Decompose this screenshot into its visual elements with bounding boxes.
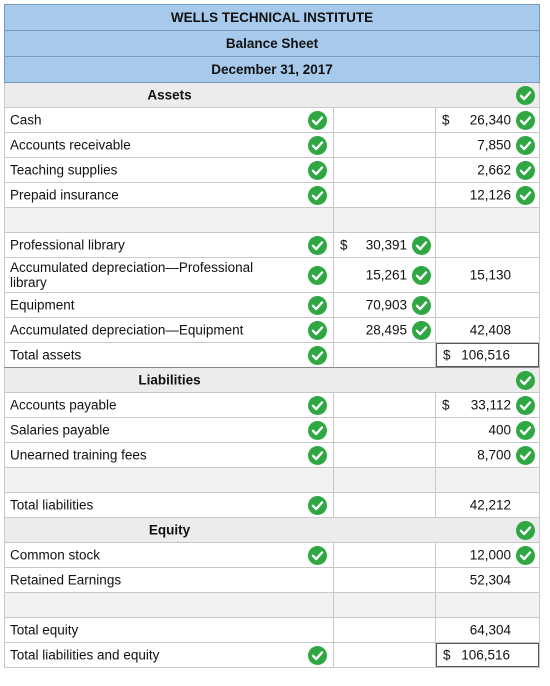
amount-field[interactable]: 33,112	[470, 397, 511, 413]
row-label: Total assets	[10, 347, 82, 363]
row-cash	[4, 108, 540, 133]
row-accum-dep-library	[4, 258, 540, 293]
check-icon	[412, 296, 431, 315]
row-common-stock	[4, 543, 540, 568]
statement-title: Balance Sheet	[4, 31, 540, 57]
check-icon	[516, 186, 535, 205]
check-icon	[308, 236, 327, 255]
amount-field[interactable]: 2,662	[477, 162, 511, 178]
balance-sheet	[4, 4, 540, 668]
row-prepaid-insurance	[4, 183, 540, 208]
check-icon	[516, 111, 535, 130]
row-total-equity	[4, 618, 540, 643]
net-amount-field[interactable]: 42,408	[469, 322, 511, 338]
check-icon	[308, 186, 327, 205]
spacer-row	[4, 593, 540, 618]
amount-field[interactable]: 28,495	[365, 322, 407, 338]
row-label: Prepaid insurance	[10, 187, 119, 203]
check-icon	[516, 396, 535, 415]
amount-field[interactable]: 15,261	[365, 267, 407, 283]
row-total-assets	[4, 343, 540, 368]
amount-field[interactable]: 30,391	[365, 237, 407, 253]
amount-field[interactable]: 52,304	[469, 572, 511, 588]
row-label: Cash	[10, 112, 42, 128]
check-icon	[308, 346, 327, 365]
section-label: Equity	[148, 522, 191, 538]
amount-field[interactable]: 42,212	[469, 497, 511, 513]
check-icon	[412, 266, 431, 285]
check-icon	[308, 421, 327, 440]
section-assets	[4, 83, 540, 108]
amount-field[interactable]: 70,903	[365, 297, 407, 313]
company-name: WELLS TECHNICAL INSTITUTE	[4, 4, 540, 31]
check-icon	[308, 396, 327, 415]
dollar-sign: $	[443, 647, 451, 663]
check-icon	[308, 446, 327, 465]
section-liabilities	[4, 368, 540, 393]
amount-field[interactable]: 106,516	[461, 347, 510, 363]
row-total-liabilities	[4, 493, 540, 518]
row-retained-earnings	[4, 568, 540, 593]
check-icon	[308, 496, 327, 515]
row-accounts-receivable	[4, 133, 540, 158]
check-icon	[308, 111, 327, 130]
row-label: Accounts receivable	[10, 137, 131, 153]
check-icon	[516, 161, 535, 180]
check-icon	[308, 161, 327, 180]
row-label: Total liabilities and equity	[10, 647, 160, 663]
row-label: Equipment	[10, 297, 75, 313]
spacer-row	[4, 468, 540, 493]
row-label: Accounts payable	[10, 397, 117, 413]
row-label: Teaching supplies	[10, 162, 118, 178]
amount-field[interactable]: 26,340	[469, 112, 511, 128]
row-accum-dep-equipment	[4, 318, 540, 343]
check-icon	[308, 546, 327, 565]
check-icon	[516, 521, 535, 540]
check-icon	[308, 266, 327, 285]
check-icon	[516, 371, 535, 390]
statement-date: December 31, 2017	[4, 57, 540, 83]
row-label: Total liabilities	[10, 497, 94, 513]
amount-field[interactable]: 12,126	[469, 187, 511, 203]
check-icon	[516, 446, 535, 465]
check-icon	[516, 421, 535, 440]
row-label: Unearned training fees	[10, 447, 147, 463]
check-icon	[308, 321, 327, 340]
amount-field[interactable]: 7,850	[477, 137, 511, 153]
amount-field[interactable]: 8,700	[477, 447, 511, 463]
row-label: Total equity	[10, 622, 79, 638]
row-label: Common stock	[10, 547, 101, 563]
row-teaching-supplies	[4, 158, 540, 183]
row-label: Salaries payable	[10, 422, 110, 438]
dollar-sign: $	[442, 397, 450, 413]
check-icon	[516, 136, 535, 155]
row-unearned-fees	[4, 443, 540, 468]
row-label: Retained Earnings	[10, 572, 122, 588]
row-professional-library	[4, 233, 540, 258]
row-label: Accumulated depreciation—Equipment	[10, 322, 244, 338]
row-salaries-payable	[4, 418, 540, 443]
check-icon	[308, 646, 327, 665]
dollar-sign: $	[442, 112, 450, 128]
check-icon	[308, 136, 327, 155]
amount-field[interactable]: 400	[488, 422, 511, 438]
net-amount-field[interactable]: 15,130	[469, 267, 511, 283]
check-icon	[412, 236, 431, 255]
section-label: Assets	[147, 87, 192, 103]
amount-field[interactable]: 106,516	[461, 647, 510, 663]
check-icon	[516, 86, 535, 105]
amount-field[interactable]: 64,304	[469, 622, 511, 638]
row-total-liabilities-equity	[4, 643, 540, 668]
check-icon	[516, 546, 535, 565]
spacer-row	[4, 208, 540, 233]
section-equity	[4, 518, 540, 543]
section-label: Liabilities	[138, 372, 201, 388]
amount-field[interactable]: 12,000	[469, 547, 511, 563]
row-equipment	[4, 293, 540, 318]
check-icon	[308, 296, 327, 315]
dollar-sign: $	[340, 237, 348, 253]
row-label: Professional library	[10, 237, 125, 253]
row-accounts-payable	[4, 393, 540, 418]
row-label: Accumulated depreciation—Professional library	[10, 260, 254, 290]
check-icon	[412, 321, 431, 340]
dollar-sign: $	[443, 347, 451, 363]
